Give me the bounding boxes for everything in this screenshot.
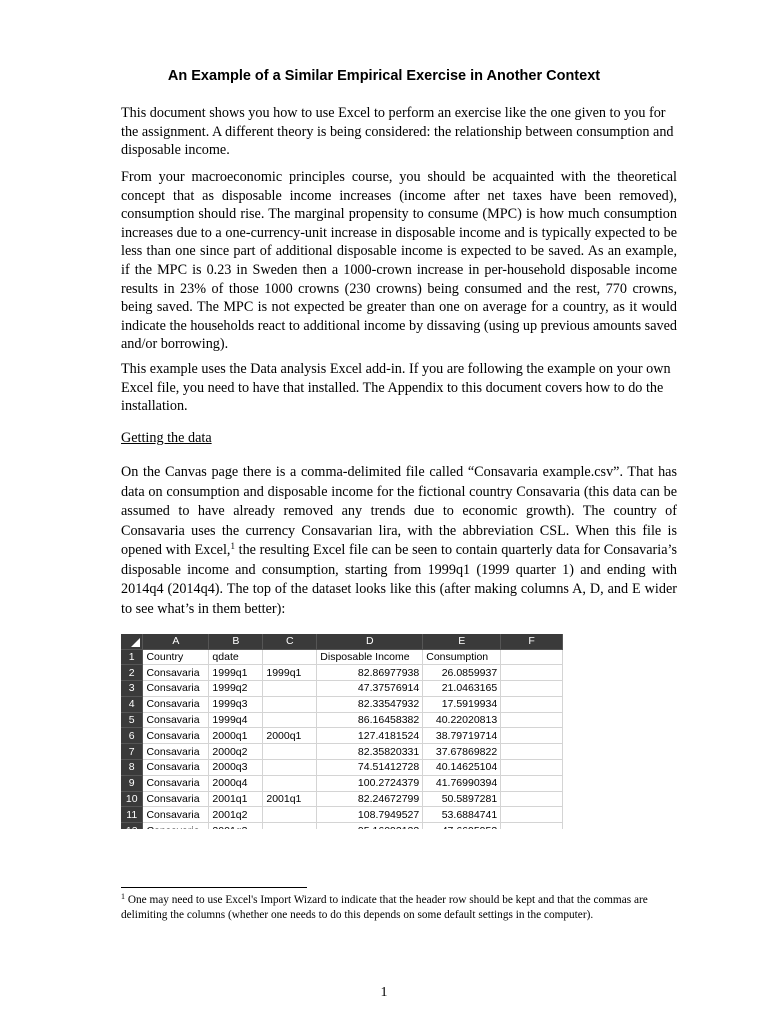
row-number[interactable]: 1 xyxy=(121,649,143,665)
cell-disposable-income[interactable]: 82.24672799 xyxy=(317,791,423,807)
cell-empty-f[interactable] xyxy=(501,728,563,744)
cell-year-label[interactable] xyxy=(263,712,317,728)
column-header-a: A xyxy=(143,634,209,649)
row-number[interactable]: 2 xyxy=(121,665,143,681)
column-header-f: F xyxy=(501,634,563,649)
cell-empty-f[interactable] xyxy=(501,775,563,791)
cell-year-label[interactable] xyxy=(263,696,317,712)
cell-disposable-income[interactable]: 127.4181524 xyxy=(317,728,423,744)
cell-qdate[interactable]: 2001q1 xyxy=(209,791,263,807)
cell-disposable-income[interactable]: 82.35820331 xyxy=(317,744,423,760)
column-header-d: D xyxy=(317,634,423,649)
document-title: An Example of a Similar Empirical Exercise in Another Context xyxy=(167,68,601,84)
cell-qdate[interactable]: 2000q1 xyxy=(209,728,263,744)
addin-paragraph: This example uses the Data analysis Excel add-in. If you are following the example on your own Excel file, you need to have that installed. The Appendix to this document covers how to do the installation. xyxy=(121,361,671,415)
table-row xyxy=(121,696,563,712)
cell-country[interactable]: Consavaria xyxy=(143,681,209,697)
cell-empty-f[interactable] xyxy=(501,744,563,760)
table-row xyxy=(121,760,563,776)
cell-disposable-income[interactable]: 86.16458382 xyxy=(317,712,423,728)
footnote-reference[interactable]: 1 xyxy=(230,541,235,551)
cell-empty-f[interactable] xyxy=(501,712,563,728)
cell-consumption[interactable]: 17.5919934 xyxy=(423,696,501,712)
sheet-crop-edge xyxy=(121,829,563,834)
cell-disposable-income[interactable]: 108.7949527 xyxy=(317,807,423,823)
cell-consumption[interactable]: 50.5897281 xyxy=(423,791,501,807)
cell-disposable-income[interactable]: 47.37576914 xyxy=(317,681,423,697)
cell-consumption[interactable]: 37.67869822 xyxy=(423,744,501,760)
data-paragraph xyxy=(121,463,677,619)
excel-screenshot xyxy=(121,634,563,834)
cell-country[interactable]: Consavaria xyxy=(143,728,209,744)
cell-qdate[interactable]: 1999q2 xyxy=(209,681,263,697)
cell-year-label[interactable] xyxy=(263,807,317,823)
table-row xyxy=(121,791,563,807)
column-header-c: C xyxy=(263,634,317,649)
cell-consumption[interactable]: 53.6884741 xyxy=(423,807,501,823)
table-row xyxy=(121,744,563,760)
page-number: 1 xyxy=(380,985,388,1000)
cell-country[interactable]: Consavaria xyxy=(143,665,209,681)
row-number[interactable]: 9 xyxy=(121,775,143,791)
section-heading-getting-data: Getting the data xyxy=(121,430,212,446)
cell-year-label[interactable] xyxy=(263,649,317,665)
cell-country[interactable]: Consavaria xyxy=(143,696,209,712)
table-row xyxy=(121,728,563,744)
cell-qdate[interactable]: 2001q2 xyxy=(209,807,263,823)
cell-year-label[interactable] xyxy=(263,760,317,776)
cell-empty-f[interactable] xyxy=(501,807,563,823)
cell-empty-f[interactable] xyxy=(501,791,563,807)
cell-empty-f[interactable] xyxy=(501,681,563,697)
table-row xyxy=(121,807,563,823)
cell-country[interactable]: Consavaria xyxy=(143,775,209,791)
table-row xyxy=(121,649,563,665)
row-number[interactable]: 5 xyxy=(121,712,143,728)
footnote-mark: 1 xyxy=(121,892,125,901)
mpc-paragraph: From your macroeconomic principles course, you should be acquainted with the theoretical concept that as disposable income increases (income after net taxes have been removed), consumption should rise. The marginal propensity to consume (MPC) is how much consumption increases due to a one-currency-unit increase in disposable income and is typically expected to be less than one since part of additional disposable income is expected to be saved. As an example, if the MPC is 0.23 in Sweden then a 1000-crown increase in per-household disposable income results in 23% of those 1000 crowns (230 crowns) being consumed and the rest, 770 crowns, being saved. The MPC is not expected be greater than one on average for a country, as it would indicate the households react to additional income by dissaving (using up previous amounts saved and/or borrowing). xyxy=(121,169,677,353)
cell-qdate[interactable]: 1999q3 xyxy=(209,696,263,712)
cell-qdate[interactable]: 2000q2 xyxy=(209,744,263,760)
cell-disposable-income[interactable]: 74.51412728 xyxy=(317,760,423,776)
footnote-separator xyxy=(121,887,307,888)
column-header-e: E xyxy=(423,634,501,649)
cell-consumption[interactable]: 21.0463165 xyxy=(423,681,501,697)
footnote xyxy=(121,893,677,922)
cell-year-label[interactable]: 2001q1 xyxy=(263,791,317,807)
cell-year-label[interactable] xyxy=(263,744,317,760)
cell-consumption[interactable]: 40.22020813 xyxy=(423,712,501,728)
table-row xyxy=(121,775,563,791)
cell-country[interactable]: Consavaria xyxy=(143,744,209,760)
cell-empty-f[interactable] xyxy=(501,665,563,681)
column-header-b: B xyxy=(209,634,263,649)
cell-consumption[interactable]: 26.0859937 xyxy=(423,665,501,681)
table-row xyxy=(121,665,563,681)
cell-qdate[interactable]: 2000q3 xyxy=(209,760,263,776)
cell-qdate[interactable]: qdate xyxy=(209,649,263,665)
cell-empty-f[interactable] xyxy=(501,760,563,776)
cell-consumption[interactable]: 38.79719714 xyxy=(423,728,501,744)
select-all-corner xyxy=(121,634,143,649)
cell-year-label[interactable]: 2000q1 xyxy=(263,728,317,744)
footnote-text: One may need to use Excel's Import Wizard to indicate that the header row should be kept and that the commas are delimiting the columns (whether one needs to do this depends on some default settings in the computer). xyxy=(121,894,648,921)
cell-disposable-income[interactable]: 100.2724379 xyxy=(317,775,423,791)
cell-year-label[interactable]: 1999q1 xyxy=(263,665,317,681)
cell-consumption[interactable]: Consumption xyxy=(423,649,501,665)
row-number[interactable]: 10 xyxy=(121,791,143,807)
intro-paragraph: This document shows you how to use Excel to perform an exercise like the one given to you for the assignment. A different theory is being considered: the relationship between consumption and disposable income. xyxy=(121,105,674,159)
data-paragraph-part1: On the Canvas page there is a comma-delimited file called “Consavaria example.csv”. That has data on consumption and disposable income for the fictional country Consavaria (this data can be assumed to have already removed any trends due to economic growth). The country of Consavaria uses the currency Consavarian lira, with the abbreviation CSL. When this file is opened with Excel, xyxy=(121,464,677,558)
cell-consumption[interactable]: 41.76990394 xyxy=(423,775,501,791)
cell-country[interactable]: Consavaria xyxy=(143,807,209,823)
select-all-triangle-icon xyxy=(131,638,140,647)
cell-qdate[interactable]: 2000q4 xyxy=(209,775,263,791)
cell-disposable-income[interactable]: Disposable Income xyxy=(317,649,423,665)
spreadsheet-table xyxy=(121,634,563,834)
table-row xyxy=(121,712,563,728)
cell-country[interactable]: Country xyxy=(143,649,209,665)
cell-country[interactable]: Consavaria xyxy=(143,760,209,776)
cell-disposable-income[interactable]: 82.33547932 xyxy=(317,696,423,712)
row-number[interactable]: 3 xyxy=(121,681,143,697)
cell-qdate[interactable]: 1999q4 xyxy=(209,712,263,728)
cell-qdate[interactable]: 1999q1 xyxy=(209,665,263,681)
row-number[interactable]: 6 xyxy=(121,728,143,744)
row-number[interactable]: 11 xyxy=(121,807,143,823)
column-header-row xyxy=(121,634,563,649)
cell-disposable-income[interactable]: 82.86977938 xyxy=(317,665,423,681)
cell-empty-f[interactable] xyxy=(501,696,563,712)
table-row xyxy=(121,681,563,697)
cell-country[interactable]: Consavaria xyxy=(143,712,209,728)
cell-year-label[interactable] xyxy=(263,775,317,791)
cell-country[interactable]: Consavaria xyxy=(143,791,209,807)
cell-empty-f[interactable] xyxy=(501,649,563,665)
cell-year-label[interactable] xyxy=(263,681,317,697)
row-number[interactable]: 8 xyxy=(121,760,143,776)
row-number[interactable]: 7 xyxy=(121,744,143,760)
row-number[interactable]: 4 xyxy=(121,696,143,712)
cell-consumption[interactable]: 40.14625104 xyxy=(423,760,501,776)
data-paragraph-part2: the resulting Excel file can be seen to contain quarterly data for Consavaria’s disposable income and consumption, starting from 1999q1 (1999 quarter 1) and ending with 2014q4 (2014q4). The top of the dataset looks like this (after making columns A, D, and E wider to see what’s in them better): xyxy=(121,542,677,617)
spreadsheet-body xyxy=(121,649,563,834)
